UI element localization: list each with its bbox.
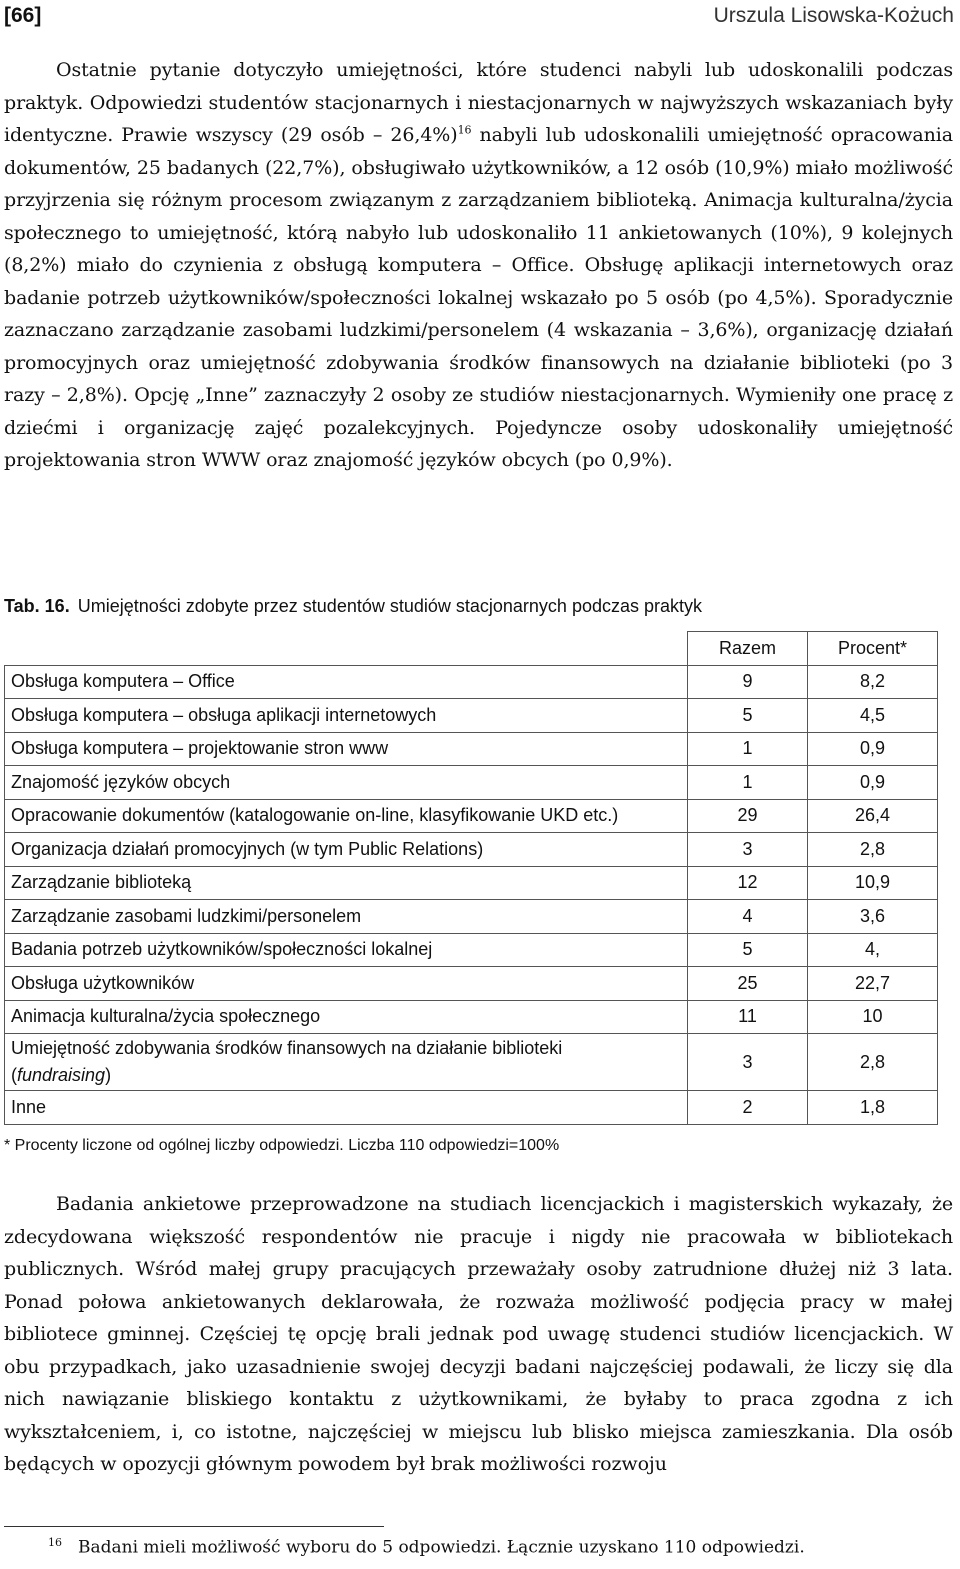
skill-name-cell: Animacja kulturalna/życia społecznego	[5, 1000, 688, 1034]
table-row	[5, 833, 938, 867]
table-row	[5, 1000, 938, 1034]
procent-cell: 8,2	[808, 665, 938, 699]
razem-cell: 1	[688, 732, 808, 766]
running-head-author: Urszula Lisowska-Kożuch	[713, 4, 954, 27]
table-row	[5, 967, 938, 1001]
table-row	[5, 933, 938, 967]
skill-name-cell: Badania potrzeb użytkowników/społeczności lokalnej	[5, 933, 688, 967]
table-title: Umiejętności zdobyte przez studentów studiów stacjonarnych podczas praktyk	[77, 596, 703, 616]
skill-name-cell: Obsługa komputera – obsługa aplikacji internetowych	[5, 699, 688, 733]
fundraising-term: fundraising	[17, 1065, 106, 1085]
column-header-razem: Razem	[688, 632, 808, 666]
skill-name-cell: Zarządzanie biblioteką	[5, 866, 688, 900]
procent-cell: 10,9	[808, 866, 938, 900]
razem-cell: 3	[688, 833, 808, 867]
footnote	[48, 1536, 954, 1558]
skill-name-cell: Organizacja działań promocyjnych (w tym Public Relations)	[5, 833, 688, 867]
procent-cell: 4,	[808, 933, 938, 967]
column-header-procent: Procent*	[808, 632, 938, 666]
razem-cell: 11	[688, 1000, 808, 1034]
procent-cell: 2,8	[808, 833, 938, 867]
razem-cell: 4	[688, 900, 808, 934]
razem-cell: 1	[688, 766, 808, 800]
table-header-row	[5, 632, 938, 666]
procent-cell: 26,4	[808, 799, 938, 833]
paren-close: )	[105, 1065, 112, 1085]
table-row	[5, 799, 938, 833]
table-row	[5, 732, 938, 766]
skill-name-cell: Inne	[5, 1091, 688, 1125]
procent-cell: 0,9	[808, 732, 938, 766]
razem-cell: 3	[688, 1034, 808, 1091]
body-paragraph-1	[4, 54, 953, 477]
procent-cell: 10	[808, 1000, 938, 1034]
razem-cell: 12	[688, 866, 808, 900]
page-header	[4, 0, 954, 32]
body-paragraph-2: Badania ankietowe przeprowadzone na studiach licencjackich i magisterskich wykazały, że zdecydowana większość respondentów nie pracuje i nigdy nie pracowała w bibliotekach publicznych. Wśród małej grupy pracujących przeważały osoby zatrudnione dłużej niż 3 lata. Ponad połowa ankietowanych deklarowała, że rozważa możliwość podjęcia pracy w małej bibliotece gminnej. Częściej tę opcję brali jednak pod uwagę studenci studiów licencjackich. W obu przypadkach, jako uzasadnienie swojej decyzji badani najczęściej podawali, że liczy się dla nich nawiązanie bliskiego kontaktu z użytkownikami, że byłaby to praca zgodna z ich wykształceniem, i, co istotne, najczęściej w miejscu lub blisko miejsca zamieszkania. Dla osób będących w opozycji głównym powodem był brak możliwości rozwoju	[4, 1193, 953, 1475]
footnote-reference[interactable]: 16	[457, 123, 472, 137]
paren-open: (	[11, 1065, 17, 1085]
footnote-text: Badani mieli możliwość wyboru do 5 odpowiedzi. Łącznie uzyskano 110 odpowiedzi.	[78, 1537, 805, 1558]
skill-name-cell: Obsługa komputera – Office	[5, 665, 688, 699]
razem-cell: 5	[688, 933, 808, 967]
table-caption	[4, 596, 944, 617]
razem-cell: 25	[688, 967, 808, 1001]
skill-name-line: Umiejętność zdobywania środków finansowych na działanie biblioteki	[11, 1038, 563, 1058]
skill-name-cell	[5, 1034, 688, 1091]
table-row	[5, 699, 938, 733]
page-number: [66]	[4, 4, 42, 27]
paragraph-text: Ostatnie pytanie dotyczyło umiejętności, które studenci nabyli lub udoskonalili podczas praktyk. Odpowiedzi studentów stacjonarnych i niestacjonarnych w najwyższych wskazaniach były identyczne. Prawie wszyscy (29 osób – 26,4%)	[4, 59, 953, 146]
procent-cell: 3,6	[808, 900, 938, 934]
table-note: * Procenty liczone od ogólnej liczby odpowiedzi. Liczba 110 odpowiedzi=100%	[4, 1137, 560, 1154]
procent-cell: 0,9	[808, 766, 938, 800]
razem-cell: 9	[688, 665, 808, 699]
table-row	[5, 1034, 938, 1091]
table-row	[5, 1091, 938, 1125]
table-row	[5, 665, 938, 699]
skill-name-cell: Obsługa użytkowników	[5, 967, 688, 1001]
skill-name-cell: Znajomość języków obcych	[5, 766, 688, 800]
table-row	[5, 900, 938, 934]
razem-cell: 5	[688, 699, 808, 733]
procent-cell: 22,7	[808, 967, 938, 1001]
procent-cell: 1,8	[808, 1091, 938, 1125]
procent-cell: 4,5	[808, 699, 938, 733]
skills-table-container	[4, 631, 938, 1125]
footnote-separator	[4, 1526, 384, 1527]
paragraph-text: nabyli lub udoskonalili umiejętność opracowania dokumentów, 25 badanych (22,7%), obsługiwało użytkowników, a 12 osób (10,9%) miało możliwość przyjrzenia się różnym procesom związanym z zarządzaniem biblioteką. Animacja kulturalna/życia społecznego to umiejętność, którą nabyło lub udoskonaliło 11 ankietowanych (10%), 9 kolejnych (8,2%) miało do czynienia z obsługą komputera – Office. Obsługę aplikacji internetowych oraz badanie potrzeb użytkowników/społeczności lokalnej wskazało po 5 osób (po 4,5%). Sporadycznie zaznaczano zarządzanie zasobami ludzkimi/personelem (4 wskazania – 3,6%), organizację działań promocyjnych oraz umiejętność zdobywania środków finansowych na działanie biblioteki (po 3 razy – 2,8%). Opcję „Inne” zaznaczyły 2 osoby ze studiów niestacjonarnych. Wymieniły one pracę z dziećmi i organizację zajęć pozalekcyjnych. Pojedyncze osoby udoskonaliły umiejętność projektowania stron WWW oraz znajomość języków obcych (po 0,9%).	[4, 124, 953, 471]
skill-name-cell: Zarządzanie zasobami ludzkimi/personelem	[5, 900, 688, 934]
footnote-number: 16	[48, 1536, 62, 1549]
procent-cell: 2,8	[808, 1034, 938, 1091]
table-header-blank	[5, 632, 688, 666]
table-label: Tab. 16.	[4, 596, 70, 616]
razem-cell: 29	[688, 799, 808, 833]
skills-table	[4, 631, 938, 1125]
table-row	[5, 766, 938, 800]
table-row	[5, 866, 938, 900]
skill-name-cell: Obsługa komputera – projektowanie stron www	[5, 732, 688, 766]
razem-cell: 2	[688, 1091, 808, 1125]
skill-name-cell: Opracowanie dokumentów (katalogowanie on-line, klasyfikowanie UKD etc.)	[5, 799, 688, 833]
